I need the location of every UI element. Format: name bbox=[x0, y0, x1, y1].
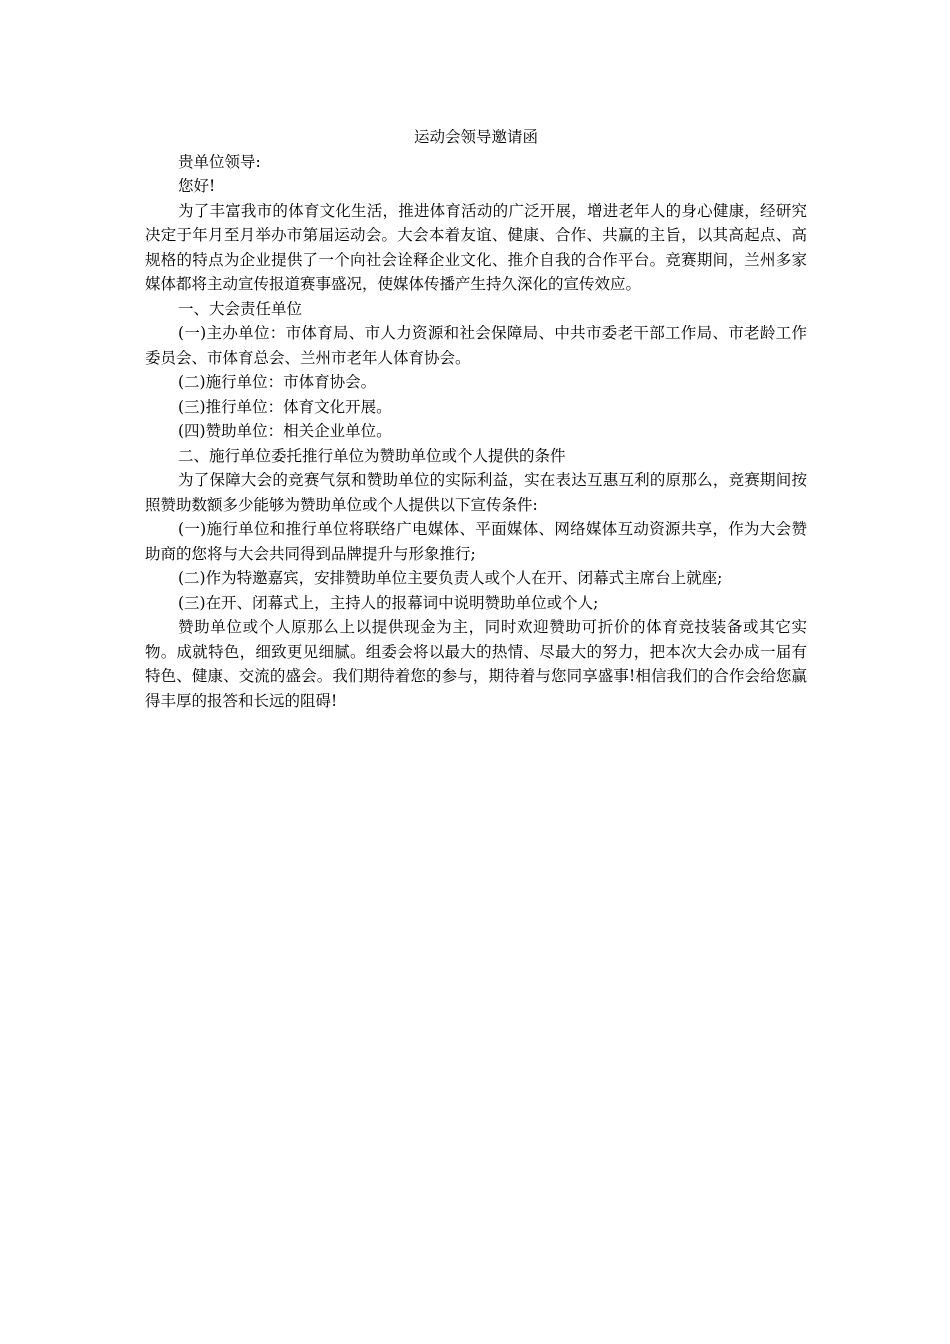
section-heading-2: 二、施行单位委托推行单位为赞助单位或个人提供的条件 bbox=[178, 446, 566, 465]
document-page bbox=[145, 125, 807, 713]
conditions-intro: 为了保障大会的竞赛气氛和赞助单位的实际利益，实在表达互惠互利的原那么，竞赛期间按照赞助数额多少能够为赞助单位或个人提供以下宣传条件: bbox=[145, 471, 807, 514]
closing-paragraph: 赞助单位或个人原那么上以提供现金为主，同时欢迎赞助可折价的体育竞技装备或其它实物。成就特色，细致更见细腻。组委会将以最大的热情、尽最大的努力，把本次大会办成一届有特色、健康、交流的盛会。我们期待着您的参与，期待着与您同享盛事!相信我们的合作会给您赢得丰厚的报答和长远的阻碍! bbox=[145, 618, 807, 710]
section-heading-1: 一、大会责任单位 bbox=[178, 299, 303, 318]
salutation: 贵单位领导: bbox=[178, 152, 261, 171]
intro-paragraph: 为了丰富我市的体育文化生活，推进体育活动的广泛开展，增进老年人的身心健康，经研究决定于年月至月举办市第届运动会。大会本着友谊、健康、合作、共赢的主旨，以其高起点、高规格的特点为企业提供了一个向社会诠释企业文化、推介自我的合作平台。竞赛期间，兰州多家媒体都将主动宣传报道赛事盛况，使媒体传播产生持久深化的宣传效应。 bbox=[145, 201, 807, 293]
condition-item-1: (一)施行单位和推行单位将联络广电媒体、平面媒体、网络媒体互动资源共享，作为大会赞助商的您将与大会共同得到品牌提升与形象推行; bbox=[145, 520, 807, 563]
condition-item-2: (二)作为特邀嘉宾，安排赞助单位主要负责人或个人在开、闭幕式主席台上就座; bbox=[178, 569, 723, 587]
greeting: 您好! bbox=[178, 177, 216, 195]
executor-item: (二)施行单位：市体育协会。 bbox=[178, 373, 377, 391]
condition-item-3: (三)在开、闭幕式上，主持人的报幕词中说明赞助单位或个人; bbox=[178, 593, 599, 612]
organizer-item: (一)主办单位：市体育局、市人力资源和社会保障局、中共市委老干部工作局、市老龄工作委员会、市体育总会、兰州市老年人体育协会。 bbox=[145, 324, 807, 367]
promoter-item: (三)推行单位：体育文化开展。 bbox=[178, 397, 392, 416]
sponsor-item: (四)赞助单位：相关企业单位。 bbox=[178, 422, 392, 440]
document-title: 运动会领导邀请函 bbox=[413, 128, 538, 146]
